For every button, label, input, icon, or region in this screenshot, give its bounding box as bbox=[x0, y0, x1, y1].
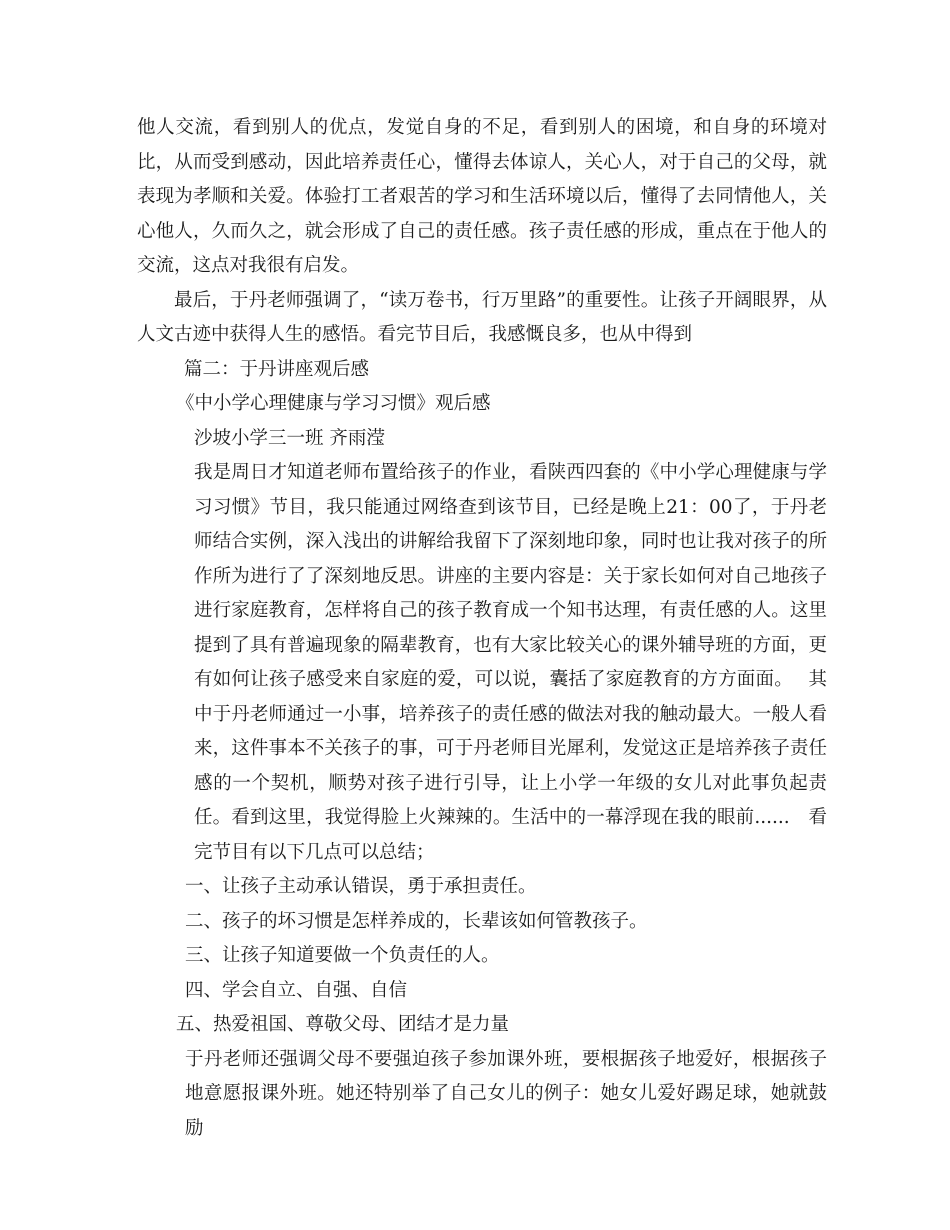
paragraph: 我是周日才知道老师布置给孩子的作业，看陕西四套的《中小学心理健康与学习习惯》节目，我只能通过网络查到该节目，已经是晚上21：00了，于丹老师结合实例，深入浅出的讲解给我留下了深刻地印象，同时也让我对孩子的所作所为进行了了深刻地反思。讲座的主要内容是：关于家长如何对自己地孩子进行家庭教育，怎样将自己的孩子教育成一个知书达理，有责任感的人。这里提到了具有普遍现象的隔辈教育，也有大家比较关心的课外辅导班的方面，更有如何让孩子感受来自家庭的爱，可以说，囊括了家庭教育的方方面面。 其中于丹老师通过一小事，培养孩子的责任感的做法对我的触动最大。一般人看来，这件事本不关孩子的事，可于丹老师目光犀利，发觉这正是培养孩子责任感的一个契机，顺势对孩子进行引导，让上小学一年级的女儿对此事负起责任。看到这里，我觉得脸上火辣辣的。生活中的一幕浮现在我的眼前...... 看完节目有以下几点可以总结； bbox=[194, 462, 827, 863]
section-heading: 篇二：于丹讲座观后感 bbox=[184, 358, 370, 380]
list-item: 三、让孩子知道要做一个负责任的人。 bbox=[185, 945, 500, 966]
author-line: 沙坡小学三一班 齐雨滢 bbox=[194, 427, 385, 449]
list-item: 一、让孩子主动承认错误，勇于承担责任。 bbox=[185, 876, 537, 897]
article-title: 《中小学心理健康与学习习惯》观后感 bbox=[176, 393, 491, 414]
paragraph: 于丹老师还强调父母不要强迫孩子参加课外班，要根据孩子地爱好，根据孩子地意愿报课外班。她还特别举了自己女儿的例子：她女儿爱好踢足球，她就鼓励 bbox=[185, 1048, 827, 1139]
paragraph: 他人交流，看到别人的优点，发觉自身的不足，看到别人的困境，和自身的环境对比，从而受到感动，因此培养责任心，懂得去体谅人，关心人，对于自己的父母，就表现为孝顺和关爱。体验打工者艰苦的学习和生活环境以后，懂得了去同情他人，关心他人，久而久之，就会形成了自己的责任感。孩子责任感的形成，重点在于他人的交流，这点对我很有启发。 bbox=[137, 117, 827, 276]
list-item: 四、学会自立、自强、自信 bbox=[185, 979, 408, 1001]
document-body bbox=[137, 111, 827, 1146]
paragraph: 最后，于丹老师强调了，“读万卷书，行万里路”的重要性。让孩子开阔眼界，从人文古迹中获得人生的感悟。看完节目后，我感慨良多，也从中得到 bbox=[137, 289, 827, 345]
list-item: 二、孩子的坏习惯是怎样养成的，长辈该如何管教孩子。 bbox=[185, 910, 648, 932]
list-item: 五、热爱祖国、尊敬父母、团结才是力量 bbox=[176, 1014, 510, 1035]
